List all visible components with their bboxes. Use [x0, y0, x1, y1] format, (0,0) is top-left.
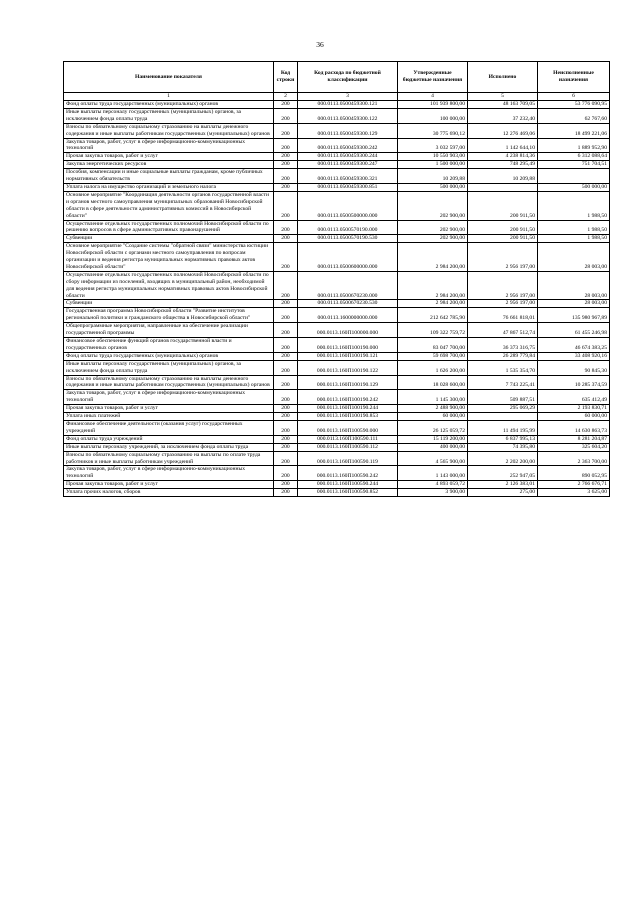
cell-line-code: 200	[274, 108, 298, 123]
cell-name: Основное мероприятие "Создание системы "обратной связи" министерства юстиции Новосибирской области с органами местного самоуправления по вопросам организации и ведения регистра муниципальных нормативных правовых актов Новосибирской области"	[64, 243, 274, 272]
cell-name: Фонд оплаты труда государственных (муниципальных) органов	[64, 352, 274, 360]
cell-unexecuted: 61 455 246,98	[538, 323, 610, 338]
cell-unexecuted: 8 281 204,87	[538, 435, 610, 443]
cell-line-code: 200	[274, 123, 298, 138]
cell-line-code: 200	[274, 481, 298, 489]
cell-executed: 200 911,50	[468, 191, 538, 220]
cell-budget-code: 000.0113.0500459300.121	[298, 101, 398, 109]
table-row	[64, 161, 610, 169]
cell-approved: 400 000,00	[398, 443, 468, 451]
cell-budget-code: 000.0113.160П100190.242	[298, 390, 398, 405]
cell-unexecuted: 14 630 863,73	[538, 420, 610, 435]
cell-unexecuted: 751 704,51	[538, 161, 610, 169]
cell-executed: 26 289 779,84	[468, 352, 538, 360]
cell-approved: 202 900,00	[398, 235, 468, 243]
cell-name: Прочая закупка товаров, работ и услуг	[64, 153, 274, 161]
cell-name: Фонд оплаты труда государственных (муниципальных) органов	[64, 101, 274, 109]
cell-name: Закупка товаров, работ, услуг в сфере информационно-коммуникационных технологий	[64, 390, 274, 405]
cell-line-code: 200	[274, 489, 298, 497]
table-row	[64, 390, 610, 405]
cell-approved: 212 642 785,90	[398, 308, 468, 323]
cell-line-code: 200	[274, 101, 298, 109]
cell-approved: 4 565 900,00	[398, 451, 468, 466]
cell-budget-code: 000.0113.0500459300.244	[298, 153, 398, 161]
cell-approved: 26 125 059,72	[398, 420, 468, 435]
cell-name: Осуществление отдельных государственных полномочий Новосибирской области по сбору информации из поселений, входящих в муниципальный район, необходимой для ведения регистра муниципальных нормативных правовых актов Новосибирской области	[64, 271, 274, 300]
cell-unexecuted: 28 003,00	[538, 300, 610, 308]
table-row	[64, 435, 610, 443]
cell-budget-code: 000.0113.0500459300.242	[298, 138, 398, 153]
cell-budget-code: 000.0113.0500459300.247	[298, 161, 398, 169]
cell-line-code: 200	[274, 451, 298, 466]
column-number: 5	[468, 93, 538, 101]
cell-budget-code: 000.0113.160П100590.000	[298, 420, 398, 435]
cell-name: Уплата иных платежей	[64, 413, 274, 421]
cell-line-code: 200	[274, 243, 298, 272]
cell-name: Прочая закупка товаров, работ и услуг	[64, 405, 274, 413]
cell-unexecuted: 33 408 920,16	[538, 352, 610, 360]
cell-line-code: 200	[274, 191, 298, 220]
cell-line-code: 200	[274, 443, 298, 451]
column-number: 1	[64, 93, 274, 101]
cell-budget-code: 000.0113.160П100190.244	[298, 405, 398, 413]
table-row	[64, 183, 610, 191]
cell-executed: 1 535 354,70	[468, 360, 538, 375]
cell-budget-code: 000.0113.160П100190.853	[298, 413, 398, 421]
cell-unexecuted: 46 674 383,25	[538, 338, 610, 353]
cell-executed: 7 743 225,41	[468, 375, 538, 390]
cell-unexecuted: 28 003,00	[538, 243, 610, 272]
cell-name: Закупка товаров, работ, услуг в сфере информационно-коммуникационных технологий	[64, 466, 274, 481]
cell-executed	[468, 413, 538, 421]
table-body	[64, 101, 610, 497]
table-row	[64, 108, 610, 123]
cell-line-code: 200	[274, 169, 298, 184]
cell-unexecuted: 3 625,00	[538, 489, 610, 497]
cell-executed: 200 911,50	[468, 235, 538, 243]
cell-line-code: 200	[274, 435, 298, 443]
table-row	[64, 352, 610, 360]
cell-line-code: 200	[274, 466, 298, 481]
cell-executed: 2 956 197,00	[468, 271, 538, 300]
cell-executed: 2 202 200,00	[468, 451, 538, 466]
table-row	[64, 451, 610, 466]
cell-approved: 202 900,00	[398, 220, 468, 235]
cell-budget-code: 000.0113.160П100590.112	[298, 443, 398, 451]
cell-budget-code: 000.0113.0500570190.000	[298, 220, 398, 235]
cell-approved: 3 900,00	[398, 489, 468, 497]
column-number: 3	[298, 93, 398, 101]
cell-line-code: 200	[274, 390, 298, 405]
table-row	[64, 191, 610, 220]
cell-name: Иные выплаты персоналу государственных (муниципальных) органов, за исключением фонда оплаты труда	[64, 108, 274, 123]
cell-approved: 2 984 200,00	[398, 243, 468, 272]
cell-budget-code: 000.0113.160П100190.000	[298, 338, 398, 353]
cell-budget-code: 000.0113.1600000000.000	[298, 308, 398, 323]
cell-line-code: 200	[274, 300, 298, 308]
cell-unexecuted: 62 767,60	[538, 108, 610, 123]
cell-name: Уплата налога на имущество организаций и земельного налога	[64, 183, 274, 191]
cell-name: Прочая закупка товаров, работ и услуг	[64, 481, 274, 489]
cell-name: Пособия, компенсации и иные социальные выплаты гражданам, кроме публичных нормативных обязательств	[64, 169, 274, 184]
table-row	[64, 138, 610, 153]
column-number: 4	[398, 93, 468, 101]
cell-approved: 2 984 200,00	[398, 271, 468, 300]
cell-line-code: 200	[274, 375, 298, 390]
table-row	[64, 101, 610, 109]
cell-approved: 60 000,00	[398, 413, 468, 421]
cell-line-code: 200	[274, 323, 298, 338]
cell-approved: 4 893 059,72	[398, 481, 468, 489]
cell-name: Субвенции	[64, 300, 274, 308]
cell-executed: 36 373 316,75	[468, 338, 538, 353]
header-unexecuted: Неисполненные назначения	[538, 62, 610, 93]
cell-budget-code: 000.0113.160П100590.111	[298, 435, 398, 443]
cell-executed: 47 867 512,74	[468, 323, 538, 338]
cell-unexecuted: 135 980 967,89	[538, 308, 610, 323]
cell-name: Основное мероприятие "Координация деятельности органов государственной власти и органов местного самоуправления муниципальных образований Новосибирской области в сфере деятельности административных комиссий в Новосибирской области"	[64, 191, 274, 220]
cell-budget-code: 000.0113.0500670230.530	[298, 300, 398, 308]
cell-unexecuted: 2 363 700,00	[538, 451, 610, 466]
cell-line-code: 200	[274, 405, 298, 413]
cell-executed	[468, 183, 538, 191]
cell-budget-code: 000.0113.0500500000.000	[298, 191, 398, 220]
cell-name: Взносы по обязательному социальному страхованию на выплаты денежного содержания и иные выплаты работникам государственных (муниципальных) органов	[64, 375, 274, 390]
cell-line-code: 200	[274, 338, 298, 353]
cell-unexecuted: 890 052,95	[538, 466, 610, 481]
cell-executed: 37 232,40	[468, 108, 538, 123]
cell-name: Фонд оплаты труда учреждений	[64, 435, 274, 443]
cell-approved: 30 775 690,12	[398, 123, 468, 138]
cell-executed: 74 395,80	[468, 443, 538, 451]
table-row	[64, 413, 610, 421]
cell-approved: 1 145 300,00	[398, 390, 468, 405]
cell-budget-code: 000.0113.0500459300.122	[298, 108, 398, 123]
cell-line-code: 200	[274, 220, 298, 235]
cell-approved: 83 047 700,00	[398, 338, 468, 353]
cell-name: Иные выплаты персоналу учреждений, за исключением фонда оплаты труда	[64, 443, 274, 451]
cell-approved: 202 900,00	[398, 191, 468, 220]
cell-unexecuted: 90 845,30	[538, 360, 610, 375]
cell-unexecuted: 6 312 088,64	[538, 153, 610, 161]
cell-budget-code: 000.0113.0500570190.530	[298, 235, 398, 243]
cell-name: Взносы по обязательному социальному страхованию на выплаты по оплате труда работников и иные выплаты работникам учреждений	[64, 451, 274, 466]
column-number-row	[64, 93, 610, 101]
cell-unexecuted: 1 988,50	[538, 220, 610, 235]
cell-approved: 109 322 759,72	[398, 323, 468, 338]
cell-budget-code: 000.0113.160П100190.121	[298, 352, 398, 360]
cell-executed: 275,00	[468, 489, 538, 497]
cell-budget-code: 000.0113.0500459300.321	[298, 169, 398, 184]
cell-line-code: 200	[274, 360, 298, 375]
cell-executed: 48 163 709,05	[468, 101, 538, 109]
cell-line-code: 200	[274, 235, 298, 243]
header-indicator-name: Наименование показателя	[64, 62, 274, 93]
table-row	[64, 360, 610, 375]
table-row	[64, 271, 610, 300]
table-row	[64, 375, 610, 390]
table-row	[64, 243, 610, 272]
table-row	[64, 443, 610, 451]
cell-approved: 1 626 200,00	[398, 360, 468, 375]
cell-name: Субвенции	[64, 235, 274, 243]
table-row	[64, 220, 610, 235]
table-row	[64, 466, 610, 481]
cell-executed: 10 209,88	[468, 169, 538, 184]
cell-budget-code: 000.0113.160П100590.119	[298, 451, 398, 466]
cell-name: Уплата прочих налогов, сборов	[64, 489, 274, 497]
table-row	[64, 323, 610, 338]
header-line-code: Код строки	[274, 62, 298, 93]
cell-name: Осуществление отдельных государственных полномочий Новосибирской области по решению вопросов в сфере административных правонарушений	[64, 220, 274, 235]
cell-name: Общепрограммные мероприятия, направленные на обеспечение реализации государственной программы	[64, 323, 274, 338]
cell-executed: 200 911,50	[468, 220, 538, 235]
cell-unexecuted: 500 000,00	[538, 183, 610, 191]
page-number: 36	[316, 40, 324, 49]
cell-name: Закупка энергетических ресурсов	[64, 161, 274, 169]
cell-approved: 10 209,88	[398, 169, 468, 184]
cell-unexecuted: 60 000,00	[538, 413, 610, 421]
column-number: 6	[538, 93, 610, 101]
cell-unexecuted: 1 889 952,90	[538, 138, 610, 153]
cell-budget-code: 000.0113.0500670230.000	[298, 271, 398, 300]
cell-approved: 59 698 700,00	[398, 352, 468, 360]
cell-approved: 10 550 903,00	[398, 153, 468, 161]
cell-executed: 1 142 644,10	[468, 138, 538, 153]
table-row	[64, 481, 610, 489]
cell-budget-code: 000.0113.160П100590.244	[298, 481, 398, 489]
cell-unexecuted: 10 285 374,59	[538, 375, 610, 390]
cell-unexecuted: 2 193 830,71	[538, 405, 610, 413]
cell-approved: 18 028 600,00	[398, 375, 468, 390]
cell-unexecuted: 2 766 676,71	[538, 481, 610, 489]
cell-executed: 252 947,05	[468, 466, 538, 481]
cell-name: Финансовое обеспечение функций органов государственной власти и государственных органов	[64, 338, 274, 353]
cell-approved: 1 143 000,00	[398, 466, 468, 481]
cell-name: Взносы по обязательному социальному страхованию на выплаты денежного содержания и иные выплаты работникам государственных (муниципальных) органов	[64, 123, 274, 138]
cell-unexecuted: 1 988,50	[538, 235, 610, 243]
cell-approved: 2 488 900,00	[398, 405, 468, 413]
cell-line-code: 200	[274, 153, 298, 161]
table-row	[64, 308, 610, 323]
cell-executed: 509 887,51	[468, 390, 538, 405]
cell-unexecuted: 18 499 221,06	[538, 123, 610, 138]
budget-execution-table	[63, 61, 610, 497]
cell-line-code: 200	[274, 161, 298, 169]
cell-approved: 15 119 200,00	[398, 435, 468, 443]
cell-unexecuted: 53 776 090,95	[538, 101, 610, 109]
table-row	[64, 235, 610, 243]
table-row	[64, 405, 610, 413]
header-approved: Утвержденные бюджетные назначения	[398, 62, 468, 93]
table-header-row	[64, 62, 610, 93]
column-number: 2	[274, 93, 298, 101]
cell-unexecuted: 1 988,50	[538, 191, 610, 220]
cell-approved: 2 984 200,00	[398, 300, 468, 308]
cell-executed: 2 126 383,01	[468, 481, 538, 489]
cell-budget-code: 000.0113.160П100000.000	[298, 323, 398, 338]
header-budget-code: Код расхода по бюджетной классификации	[298, 62, 398, 93]
table-row	[64, 489, 610, 497]
cell-line-code: 200	[274, 413, 298, 421]
cell-name: Финансовое обеспечение деятельности (оказания услуг) государственных учреждений	[64, 420, 274, 435]
cell-line-code: 200	[274, 183, 298, 191]
cell-name: Государственная программа Новосибирской области "Развитие институтов региональной политики и гражданского общества в Новосибирской области"	[64, 308, 274, 323]
cell-line-code: 200	[274, 308, 298, 323]
cell-approved: 1 500 000,00	[398, 161, 468, 169]
cell-name: Закупка товаров, работ, услуг в сфере информационно-коммуникационных технологий	[64, 138, 274, 153]
cell-executed: 2 956 197,00	[468, 300, 538, 308]
cell-approved: 500 000,00	[398, 183, 468, 191]
cell-executed: 4 238 814,36	[468, 153, 538, 161]
cell-line-code: 200	[274, 271, 298, 300]
cell-name: Иные выплаты персоналу государственных (муниципальных) органов, за исключением фонда оплаты труда	[64, 360, 274, 375]
table-row	[64, 169, 610, 184]
cell-unexecuted	[538, 169, 610, 184]
cell-executed: 76 661 818,01	[468, 308, 538, 323]
cell-budget-code: 000.0113.0500600000.000	[298, 243, 398, 272]
cell-executed: 11 494 195,99	[468, 420, 538, 435]
cell-executed: 748 295,49	[468, 161, 538, 169]
header-executed: Исполнено	[468, 62, 538, 93]
cell-unexecuted: 325 604,20	[538, 443, 610, 451]
cell-budget-code: 000.0113.160П100590.852	[298, 489, 398, 497]
cell-unexecuted: 28 003,00	[538, 271, 610, 300]
cell-line-code: 200	[274, 420, 298, 435]
cell-line-code: 200	[274, 352, 298, 360]
cell-budget-code: 000.0113.160П100190.129	[298, 375, 398, 390]
table-row	[64, 420, 610, 435]
cell-approved: 100 000,00	[398, 108, 468, 123]
cell-budget-code: 000.0113.0500459300.129	[298, 123, 398, 138]
cell-approved: 101 939 800,00	[398, 101, 468, 109]
table-row	[64, 338, 610, 353]
cell-budget-code: 000.0113.0500459300.851	[298, 183, 398, 191]
cell-executed: 12 276 469,06	[468, 123, 538, 138]
table-row	[64, 300, 610, 308]
cell-executed: 295 069,29	[468, 405, 538, 413]
cell-unexecuted: 635 412,49	[538, 390, 610, 405]
table-row	[64, 123, 610, 138]
cell-executed: 2 956 197,00	[468, 243, 538, 272]
table-row	[64, 153, 610, 161]
cell-budget-code: 000.0113.160П100190.122	[298, 360, 398, 375]
cell-budget-code: 000.0113.160П100590.242	[298, 466, 398, 481]
cell-executed: 6 837 995,13	[468, 435, 538, 443]
cell-approved: 3 032 597,00	[398, 138, 468, 153]
cell-line-code: 200	[274, 138, 298, 153]
